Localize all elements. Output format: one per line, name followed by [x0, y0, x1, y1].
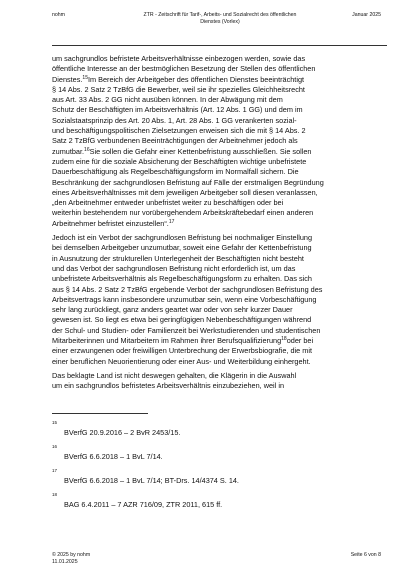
- footnote: [52, 492, 372, 516]
- footnote-number: 15: [52, 420, 58, 425]
- text-line: aus § 14 Abs. 2 Satz 2 TzBfG ergebende Verbot der sachgrundlosen Befristung des: [52, 284, 323, 294]
- text-line: weiterhin bestehendem nur vorübergehendem Arbeitskräftebedarf einen anderen: [52, 208, 314, 218]
- text-line: § 14 Abs. 2 Satz 2 TzBfG die Bewerber, weil sie ihr spezielles Gleichheitsrecht: [52, 84, 305, 94]
- footnote: [52, 420, 372, 444]
- footnote-text: BVerfG 20.9.2016 – 2 BvR 2453/15.: [64, 428, 181, 437]
- footnote-text: BAG 6.4.2011 – 7 AZR 716/09, ZTR 2011, 615 ff.: [64, 500, 223, 509]
- header-publisher: nohm: [52, 12, 65, 18]
- footer-copyright: [52, 552, 90, 565]
- text-line: Arbeitsvertrags kann insbesondere unzumutbar sein, wenn eine Vorbeschäftigung: [52, 294, 317, 304]
- text-line: einer beruflichen Neuorientierung oder einer Aus- und Weiterbildung einhergeht.: [52, 356, 311, 366]
- text-line: eines Arbeitsverhältnisses mit dem jeweiligen Arbeitgeber soll diesen veranlassen,: [52, 187, 318, 197]
- text-line: sehr lang zurückliegt, ganz anders geartet war oder von sehr kurzer Dauer: [52, 305, 293, 315]
- footnote: [52, 468, 372, 492]
- text-line: Arbeitnehmer befristet einzustellen“.$^{17}$: [52, 218, 175, 228]
- text-line: der Schul- und Studien- oder Familienzeit bei Werkstudierenden und studentischen: [52, 325, 321, 335]
- text-line: unbefristete Arbeitsverhältnis als Regelbeschäftigungsform zu erhalten. Das sich: [52, 274, 312, 284]
- article-body: [52, 54, 385, 392]
- text-line: und beschäftigungspolitischen Zielsetzungen erweisen sich die mit § 14 Abs. 2: [52, 126, 306, 136]
- page-number: Seite 6 von 8: [350, 552, 381, 558]
- paragraph: [52, 54, 385, 229]
- text-line: Dienstes.$^{15}$Im Bereich der Arbeitgeber des öffentlichen Dienstes beeinträchtigt: [52, 74, 305, 84]
- text-line: Jedoch ist ein Verbot der sachgrundlosen Befristung bei nochmaliger Einstellung: [52, 233, 313, 243]
- header-title-line: ZTR - Zeitschrift für Tarif-, Arbeits- und Sozialrecht des öffentlichen: [143, 12, 297, 18]
- text-line: „den Arbeitnehmer entweder unbefristet weiter zu beschäftigen oder bei: [52, 198, 284, 208]
- text-line: zumutbar.$^{16}$Sie sollen die Gefahr einer Kettenbefristung ausschließen. Sie sollen: [52, 146, 312, 156]
- header-title-line: Dienstes (Vorlex): [200, 18, 240, 25]
- text-line: und das Verbot der sachgrundlosen Befristung nicht erforderlich ist, um das: [52, 263, 296, 273]
- text-line: Dauerbeschäftigung als Regelbeschäftigungsform im Normalfall sichern. Die: [52, 167, 299, 177]
- footnote: [52, 444, 372, 468]
- header-journal-title: [140, 12, 300, 25]
- footnote-number: 18: [52, 492, 58, 497]
- text-line: in Ausnutzung der strukturellen Unterlegenheit der Beschäftigten nicht besteht: [52, 253, 304, 263]
- paragraph: [52, 371, 385, 392]
- text-line: Das beklagte Land ist nicht deswegen gehalten, die Klägerin in die Auswahl: [52, 370, 297, 380]
- text-line: Beschränkung der sachgrundlosen Befristung auf Fälle der erstmaligen Begründung: [52, 177, 324, 187]
- text-line: Schutz der Beschäftigten im Arbeitsverhältnis (Art. 12 Abs. 1 GG) und dem im: [52, 105, 303, 115]
- text-line: Mitarbeiterinnen und Mitarbeitern im Rahmen ihrer Berufsqualifizierung$^{18}$oder bei: [52, 336, 314, 346]
- text-line: um sachgrundlos befristete Arbeitsverhältnisse einbezogen werden, sowie das: [52, 54, 306, 63]
- footnotes: [52, 420, 372, 516]
- text-line: öffentliche Interesse an der bestmöglichen Besetzung der Stellen des öffentlichen: [52, 64, 316, 74]
- header-date: Januar 2025: [352, 12, 381, 18]
- footer-date-line: 11.01.2025: [52, 558, 78, 565]
- text-line: um ein sachgrundlos befristetes Arbeitsverhältnis einzubeziehen, weil in: [52, 381, 285, 391]
- text-line: gewesen ist. So liegt es etwa bei geringfügigen Nebenbeschäftigungen während: [52, 315, 312, 325]
- text-line: zudem eine für die soziale Absicherung der Beschäftigten wichtige unbefristete: [52, 156, 307, 166]
- text-line: bei demselben Arbeitgeber unzumutbar, soweit eine Gefahr der Kettenbefristung: [52, 243, 312, 253]
- footnote-text: BVerfG 6.6.2018 – 1 BvL 7/14.: [64, 452, 163, 461]
- footnote-divider: [52, 413, 148, 414]
- footnote-reference[interactable]: 16: [84, 146, 90, 153]
- footnote-reference[interactable]: 18: [281, 336, 287, 343]
- footnote-number: 16: [52, 444, 58, 449]
- footnote-reference[interactable]: 15: [82, 74, 88, 81]
- text-line: Satz 2 TzBfG verbundenen Beeinträchtigungen der Arbeitnehmer jedoch als: [52, 136, 298, 146]
- footer-copyright-line: © 2025 by nohm: [52, 552, 91, 558]
- header-divider: [52, 45, 387, 46]
- text-line: einer erzwungenen oder freiwilligen Unterbrechung der Erwerbsbiografie, die mit: [52, 346, 312, 356]
- footnote-reference[interactable]: 17: [168, 218, 175, 225]
- footnote-number: 17: [52, 468, 58, 473]
- text-line: aus Art. 33 Abs. 2 GG nicht ausüben können. In der Abwägung mit dem: [52, 95, 283, 105]
- text-line: Sozialstaatsprinzip des Art. 20 Abs. 1, Art. 28 Abs. 1 GG verankerten sozial-: [52, 115, 297, 125]
- paragraph: [52, 233, 385, 367]
- page-header: [52, 12, 387, 32]
- footnote-text: BVerfG 6.6.2018 – 1 BvL 7/14; BT-Drs. 14/4374 S. 14.: [64, 476, 239, 485]
